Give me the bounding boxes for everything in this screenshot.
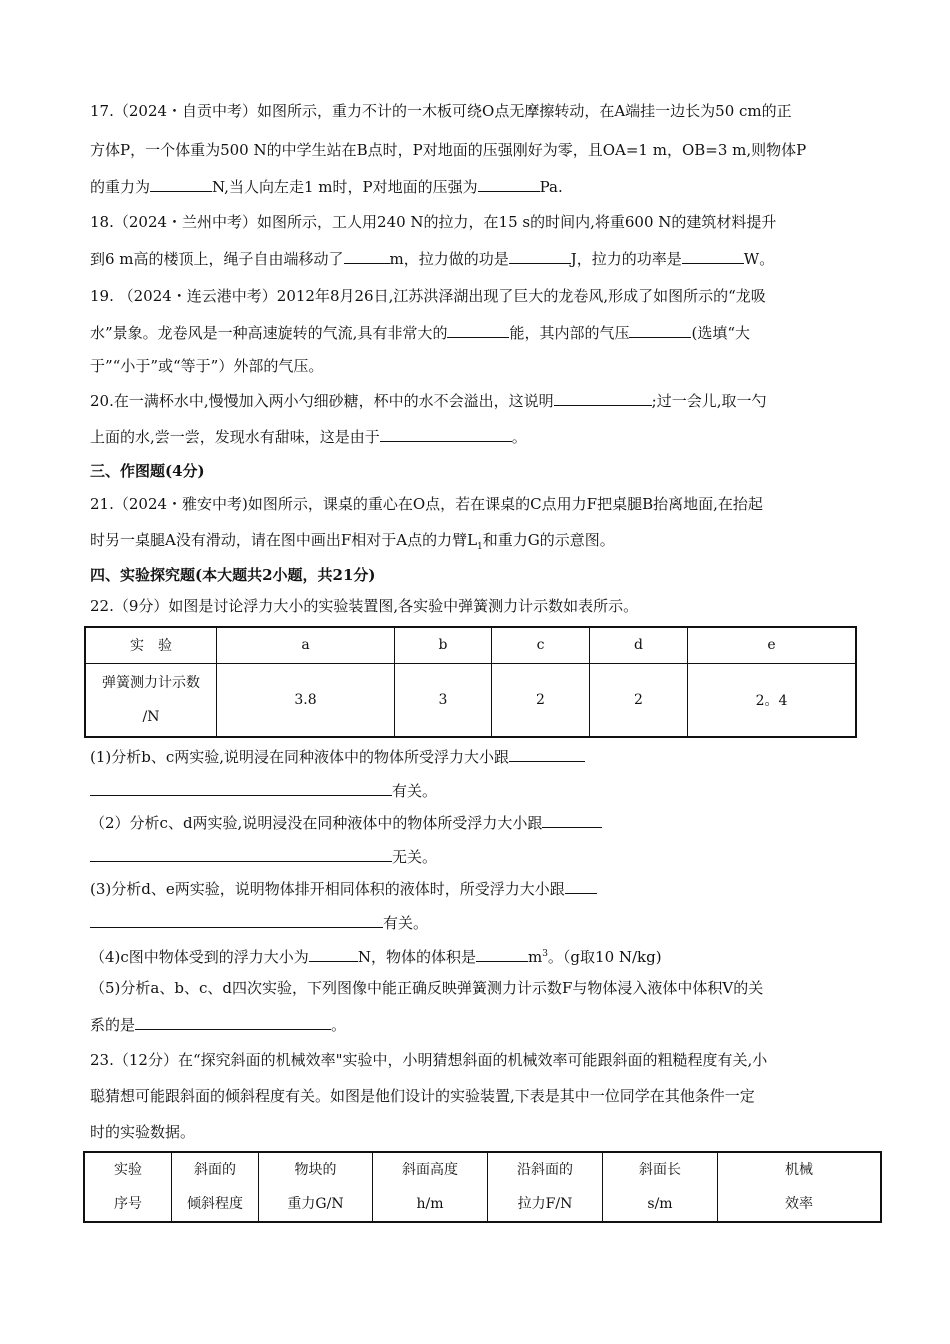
- q18-text: W。: [743, 250, 775, 268]
- q18-line-2: [90, 248, 774, 269]
- section-3-heading: 三、作图题(4分): [90, 462, 205, 480]
- answer-blank[interactable]: [90, 912, 383, 928]
- answer-blank[interactable]: [542, 812, 602, 828]
- q22-text: (3)分析d、e两实验，说明物体排开相同体积的液体时，所受浮力大小跟: [90, 880, 565, 898]
- q22-text: 。（g取10 N/kg): [547, 948, 662, 966]
- answer-blank[interactable]: [135, 1014, 331, 1030]
- header-line: 沿斜面的: [517, 1162, 573, 1178]
- q20-line-1: [90, 390, 766, 411]
- q19-text: 能，其内部的气压: [509, 324, 630, 342]
- answer-blank[interactable]: [478, 176, 540, 192]
- q23-line-3: 时的实验数据。: [90, 1123, 196, 1141]
- answer-blank[interactable]: [509, 248, 571, 264]
- q20-text: 20.在一满杯水中,慢慢加入两小勺细砂糖，杯中的水不会溢出，这说明: [90, 392, 554, 410]
- q19-line-1: 19. （2024・连云港中考）2012年8月26日,江苏洪泽湖出现了巨大的龙卷风,形成了如图所示的“龙吸: [90, 287, 766, 305]
- q22-part-5-cont: [90, 1014, 346, 1035]
- table-cell: 2: [492, 663, 590, 737]
- q22-text: 有关。: [383, 914, 429, 932]
- q23-line-2: 聪猜想可能跟斜面的倾斜程度有关。如图是他们设计的实验装置,下表是其中一位同学在其他条件一定: [90, 1087, 755, 1105]
- table-header-cell: [172, 1152, 259, 1222]
- q21-text: 和重力G的示意图。: [482, 531, 615, 549]
- q22-text: 有关。: [392, 782, 438, 800]
- header-line: 序号: [114, 1196, 142, 1212]
- answer-blank[interactable]: [682, 248, 744, 264]
- table-header-cell: 实 验: [85, 627, 217, 663]
- q23-line-1: 23.（12分）在“探究斜面的机械效率"实验中，小明猜想斜面的机械效率可能跟斜面的粗糙程度有关,小: [90, 1051, 768, 1069]
- q21-line-2: [90, 530, 615, 557]
- header-line: h/m: [416, 1196, 444, 1212]
- q22-part-5: （5)分析a、b、c、d四次实验，下列图像中能正确反映弹簧测力计示数F与物体浸入液体中体积V的关: [90, 979, 764, 997]
- q20-line-2: [90, 426, 527, 447]
- table-cell: 3.8: [217, 663, 395, 737]
- q22-part-1-cont: [90, 780, 437, 801]
- q20-text: 上面的水,尝一尝，发现水有甜味，这是由于: [90, 428, 380, 446]
- answer-blank[interactable]: [554, 390, 652, 406]
- q22-part-2: [90, 812, 602, 833]
- q22-text: N，物体的体积是: [357, 948, 476, 966]
- q18-text: m，拉力做的功是: [389, 250, 509, 268]
- answer-blank[interactable]: [344, 248, 390, 264]
- row-label-line: /N: [142, 708, 160, 725]
- header-line: 斜面的: [194, 1162, 236, 1178]
- header-line: 倾斜程度: [187, 1196, 243, 1212]
- table-header-cell: [259, 1152, 373, 1222]
- header-line: 拉力F/N: [517, 1196, 573, 1212]
- q21-line-1: 21.（2024・雅安中考)如图所示，课桌的重心在O点，若在课桌的C点用力F把桌腿B抬离地面,在抬起: [90, 495, 763, 513]
- q18-line-1: 18.（2024・兰州中考）如图所示，工人用240 N的拉力，在15 s的时间内,将重600 N的建筑材料提升: [90, 213, 777, 231]
- q22-text: 系的是: [90, 1016, 136, 1034]
- header-line: 斜面长: [639, 1162, 681, 1178]
- q22-text: 。: [331, 1016, 347, 1034]
- header-line: s/m: [647, 1196, 673, 1212]
- table-header-cell: c: [492, 627, 590, 663]
- q17-line-1: 17.（2024・自贡中考）如图所示，重力不计的一木板可绕O点无摩擦转动，在A端挂一边长为50 cm的正: [90, 102, 792, 120]
- q20-text: 。: [511, 428, 527, 446]
- table-header-cell: [603, 1152, 718, 1222]
- table-header-cell: d: [590, 627, 688, 663]
- header-line: 效率: [785, 1196, 813, 1212]
- table-header-cell: e: [688, 627, 857, 663]
- table-header-cell: [373, 1152, 488, 1222]
- header-line: 机械: [785, 1162, 813, 1178]
- table-header-cell: b: [395, 627, 492, 663]
- table-cell: 2: [590, 663, 688, 737]
- table-cell: 3: [395, 663, 492, 737]
- q22-superscript: 3: [542, 949, 548, 959]
- q22-intro: 22.（9分）如图是讨论浮力大小的实验装置图,各实验中弹簧测力计示数如表所示。: [90, 597, 639, 615]
- header-line: 实验: [114, 1162, 142, 1178]
- q17-line-3: [90, 176, 563, 197]
- q22-text: 无关。: [392, 848, 438, 866]
- q21-subscript: 1: [477, 542, 483, 552]
- q22-part-1: [90, 746, 585, 767]
- row-label-line: 弹簧测力计示数: [102, 674, 200, 691]
- q17-text: Pa.: [539, 178, 563, 196]
- answer-blank[interactable]: [90, 846, 392, 862]
- q19-line-2: [90, 322, 750, 343]
- q18-text: 到6 m高的楼顶上，绳子自由端移动了: [90, 250, 344, 268]
- incline-table: [83, 1151, 882, 1223]
- q20-text: ;过一会儿,取一勺: [651, 392, 767, 410]
- answer-blank[interactable]: [629, 322, 691, 338]
- q22-part-3-cont: [90, 912, 428, 933]
- q22-text: （2）分析c、d两实验,说明浸没在同种液体中的物体所受浮力大小跟: [90, 814, 543, 832]
- answer-blank[interactable]: [476, 946, 528, 962]
- answer-blank[interactable]: [90, 780, 392, 796]
- answer-blank[interactable]: [509, 746, 585, 762]
- answer-blank[interactable]: [150, 176, 212, 192]
- q19-text: (选填“大: [691, 324, 750, 342]
- q22-text: m: [527, 948, 543, 966]
- q22-text: （4)c图中物体受到的浮力大小为: [90, 948, 309, 966]
- q17-text: 的重力为: [90, 178, 151, 196]
- header-line: 物块的: [294, 1162, 337, 1178]
- table-cell: 2。4: [688, 663, 857, 737]
- q21-text: 时另一桌腿A没有滑动，请在图中画出F相对于A点的力臂L: [90, 531, 478, 549]
- buoyancy-table: [84, 626, 857, 738]
- q22-part-4: [90, 944, 662, 967]
- answer-blank[interactable]: [309, 946, 358, 962]
- header-line: 重力G/N: [287, 1196, 344, 1212]
- q22-part-2-cont: [90, 846, 437, 867]
- answer-blank[interactable]: [380, 426, 512, 442]
- table-header-cell: [718, 1152, 882, 1222]
- q17-line-2: 方体P，一个体重为500 N的中学生站在B点时，P对地面的压强刚好为零，且OA=1 m，OB=3 m,则物体P: [90, 141, 807, 159]
- header-line: 斜面高度: [402, 1162, 458, 1178]
- table-header-cell: a: [217, 627, 395, 663]
- section-4-heading: 四、实验探究题(本大题共2小题，共21分): [90, 566, 376, 584]
- table-row-label: [85, 663, 217, 737]
- table-header-cell: [488, 1152, 603, 1222]
- q19-text: 水”景象。龙卷风是一种高速旋转的气流,具有非常大的: [90, 324, 448, 342]
- table-header-cell: [84, 1152, 172, 1222]
- q22-part-3: [90, 878, 597, 899]
- q22-text: (1)分析b、c两实验,说明浸在同种液体中的物体所受浮力大小跟: [90, 748, 510, 766]
- answer-blank[interactable]: [447, 322, 509, 338]
- q19-line-3: 于”“小于”或“等于”）外部的气压。: [90, 357, 324, 375]
- q18-text: J，拉力的功率是: [570, 250, 682, 268]
- answer-blank[interactable]: [565, 878, 597, 894]
- q17-text: N,当人向左走1 m时，P对地面的压强为: [212, 178, 478, 196]
